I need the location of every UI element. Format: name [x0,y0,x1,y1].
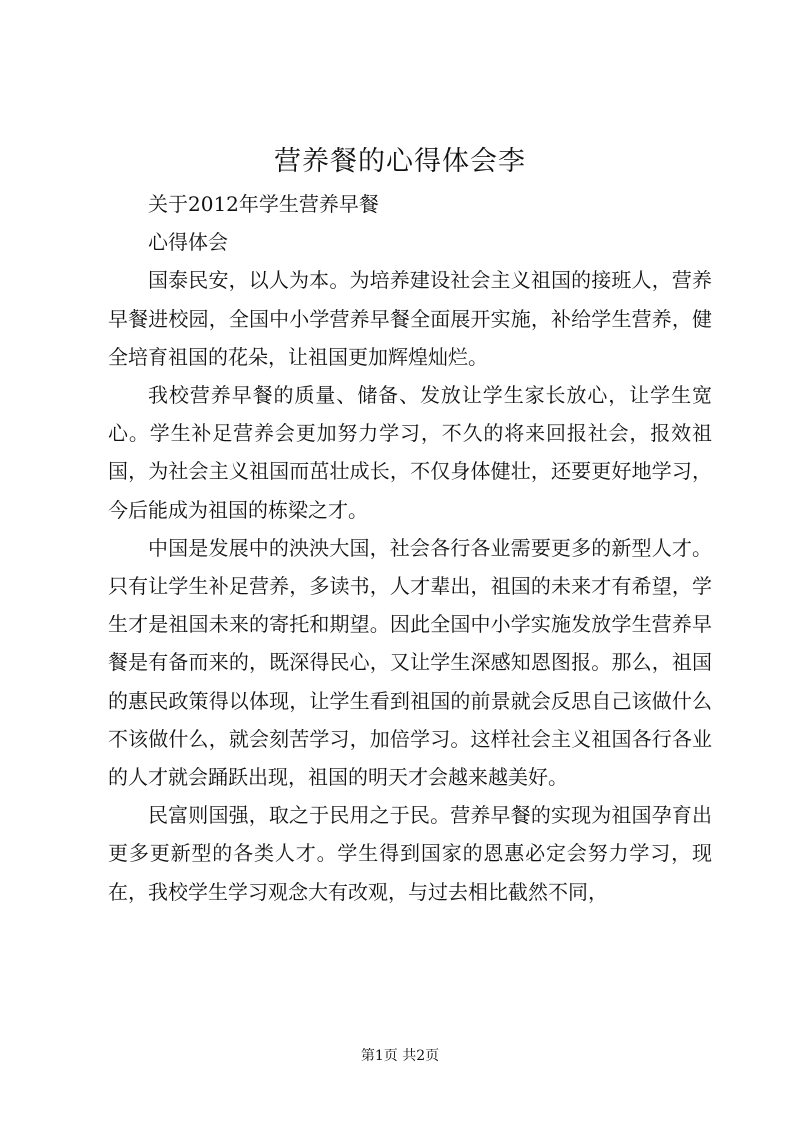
paragraph-subtitle-line-2: 心得体会 [148,230,228,255]
page-number-footer: 第1页 共2页 [360,1048,440,1064]
paragraph: 民富则国强，取之于民用之于民。营养早餐的实现为祖国孕育出更多更新型的各类人才。学生得到国家的恩惠必定会努力学习，现在，我校学生学习观念大有改观，与过去相比截然不同， [108,803,712,904]
paragraph: 我校营养早餐的质量、储备、发放让学生家长放心，让学生宽心。学生补足营养会更加努力学习，不久的将来回报社会，报效祖国，为社会主义祖国而茁壮成长，不仅身体健壮，还要更好地学习，今后能成为祖国的栋梁之才。 [108,383,712,522]
paragraph: 中国是发展中的泱泱大国，社会各行各业需要更多的新型人才。只有让学生补足营养，多读书，人才辈出，祖国的未来才有希望，学生才是祖国未来的寄托和期望。因此全国中小学实施发放学生营养早餐是有备而来的，既深得民心，又让学生深感知恩图报。那么，祖国的惠民政策得以体现，让学生看到祖国的前景就会反思自己该做什么不该做什么，就会刻苦学习，加倍学习。这样社会主义祖国各行各业的人才就会踊跃出现，祖国的明天才会越来越美好。 [108,535,712,790]
paragraph-subtitle-line-1: 关于2012年学生营养早餐 [148,192,379,216]
paragraph: 国泰民安，以人为本。为培养建设社会主义祖国的接班人，营养早餐进校园，全国中小学营养早餐全面展开实施，补给学生营养，健全培育祖国的花朵，让祖国更加辉煌灿烂。 [108,268,712,369]
document-title: 营养餐的心得体会李 [274,146,526,177]
document-body [108,185,712,911]
